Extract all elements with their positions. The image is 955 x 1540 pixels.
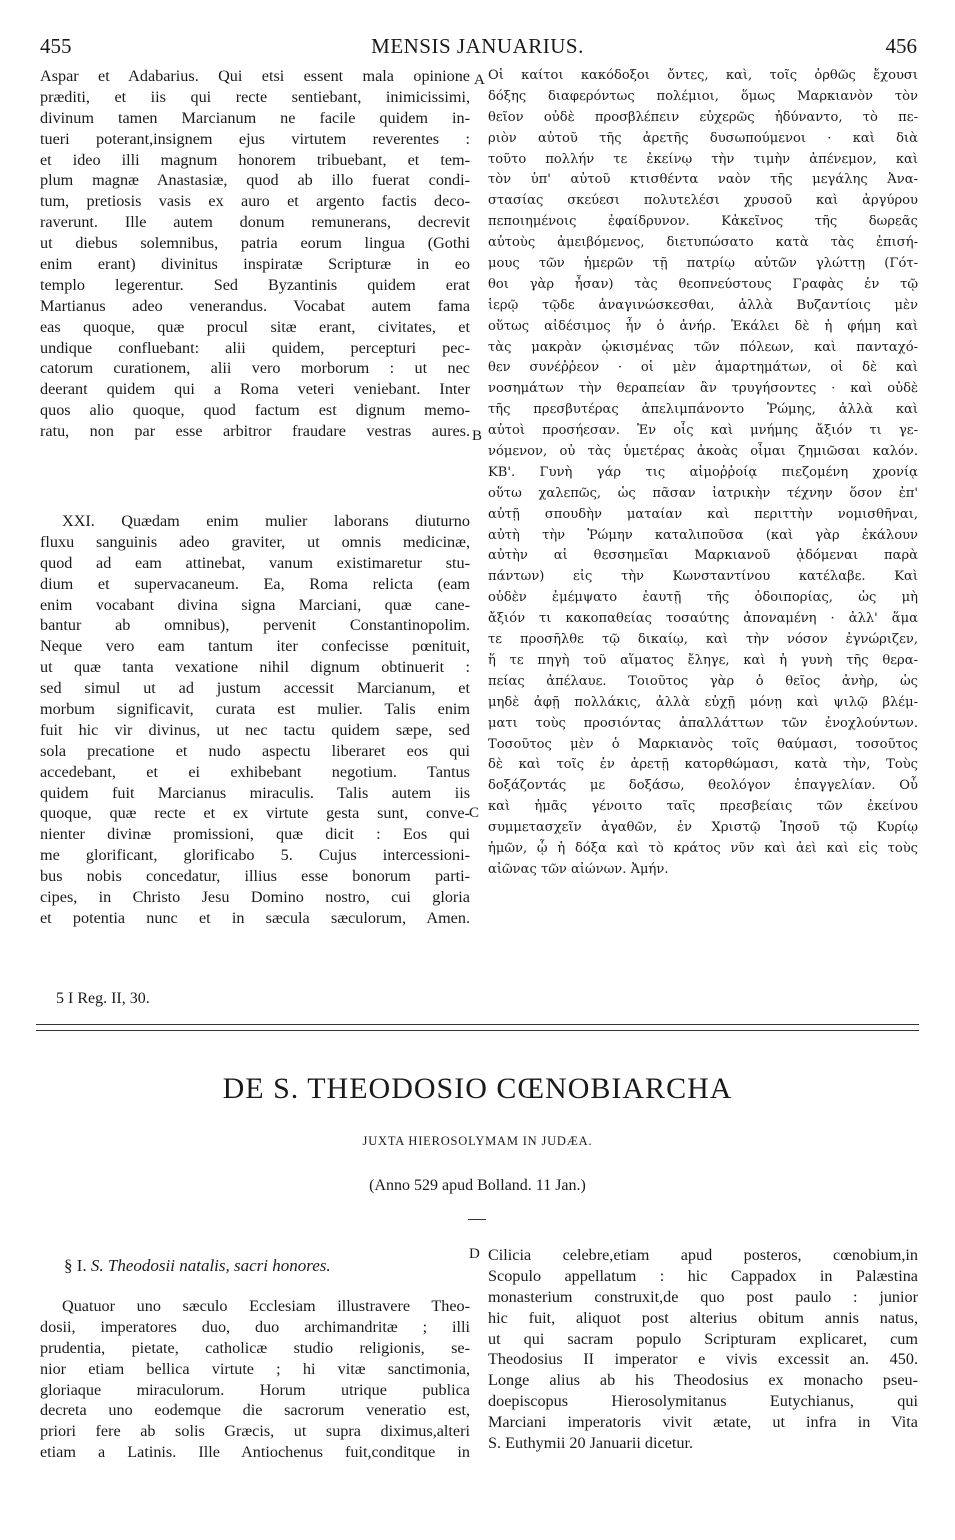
bottom-left-column	[40, 1296, 470, 1463]
latin-line: raverunt. Ille autem donum remunerans, decrevit	[40, 213, 470, 232]
latin-line: ut qui sacram populo Scripturam explicaret, cum	[488, 1329, 918, 1348]
latin-line: XXI. Quædam enim mulier laborans diuturno	[62, 512, 470, 530]
latin-line: nior etiam bellica virtute ; hi vitæ sanctimonia,	[40, 1359, 470, 1378]
greek-line: θοι γὰρ ἦσαν) τὰς θεοπνεύστους Γραφὰς ἐν τῷ	[488, 276, 918, 292]
greek-line: Τοσοῦτος μὲν ὁ Μαρκιανὸς τοῖς θαύμασι, τοσοῦτος	[488, 736, 918, 752]
latin-line: quos alio quoque, quod factum est dignum memo-	[40, 401, 470, 420]
latin-column-top	[40, 66, 470, 442]
latin-line: Neque vero eam tantum iter confecisse pœnituit,	[40, 637, 470, 656]
latin-line: Quatuor uno sæculo Ecclesiam illustravere Theo-	[62, 1297, 470, 1315]
greek-line: ματι τοὺς προσιόντας ἀπαλλάττων τῶν ἐνοχλούντων.	[488, 715, 918, 731]
latin-line: et ideo illi magnum honorem tribuebant, et tem-	[40, 150, 470, 169]
greek-line: μους τῶν ἡμερῶν τῇ πατρίῳ αὐτῶν γλώττῃ (Γότ-	[488, 256, 918, 272]
latin-line: Scopulo appellatum : hic Cappadox in Palæstina	[488, 1266, 918, 1285]
latin-line: me glorificant, glorificabo 5. Cujus intercessioni-	[40, 846, 470, 865]
greek-line: Οἱ καίτοι κακόδοξοι ὄντες, καὶ, τοῖς ὀρθῶς ἔχουσι	[488, 68, 918, 83]
bottom-right-column	[488, 1245, 918, 1454]
running-title: MENSIS JANUARIUS.	[371, 34, 584, 58]
latin-line: ratu, non par esse arbitror fraudare vestras aures.	[40, 422, 470, 441]
greek-line: αὐτὴν αἱ θεσσημεῖαι Μαρκιανοῦ ᾀδόμεναι παρὰ	[488, 548, 918, 564]
greek-line: δὲ καὶ τοῖς ἐν ἀρετῇ κατορθώμασι, κατὰ τὴν, Τοὺς	[488, 757, 918, 773]
latin-line: undique confluebant: alii quidem, percepturi pec-	[40, 338, 470, 357]
greek-line: δόξης διαφερόντως πολέμιοι, ὅμως Μαρκιανὸν τὸν	[488, 88, 918, 104]
margin-marker-c: C	[469, 805, 480, 821]
latin-line: accedebant, et ei exhibebant negotium. Tantus	[40, 762, 470, 781]
latin-line: ut quæ tanta vexatione nihil dignum obtinuerit :	[40, 658, 470, 677]
latin-line: monasterium construxit,de quo post paulo : junior	[488, 1287, 918, 1306]
greek-line: τὰς μακρὰν ᾠκισμένας τῶν πόλεων, καὶ πανταχό-	[488, 339, 918, 355]
latin-line: cipes, in Christo Jesu Domino nostro, cui gloria	[40, 888, 470, 907]
greek-line: νόμενον, οὐ τὰς ὑμετέρας ἀκοὰς οἶμαι ζημιῶσαι καλόν.	[488, 444, 918, 460]
latin-line: dosii, imperatores duo, duo archimandritæ ; illi	[40, 1317, 470, 1336]
latin-line: enim erant) divinitus inspiratæ Scripturæ in eo	[40, 255, 470, 274]
latin-line: fluxu sanguinis adeo graviter, ut omnis medicinæ,	[40, 532, 470, 551]
latin-line: bus nobis concedatur, illius esse bonorum parti-	[40, 867, 470, 886]
greek-line: νοσημάτων τὴν θεραπείαν ἂν τρυγήσοντες · καὶ οὐδὲ	[488, 381, 918, 397]
greek-line: οὕτω χαλεπῶς, ὡς πᾶσαν ἰατρικὴν τέχνην ὅσον ἐπ'	[488, 485, 918, 501]
greek-line: στασίας σκεύεσι πολυτελέσι χρυσοῦ καὶ ἀργύρου	[488, 193, 918, 209]
latin-line: prudentia, pietate, catholicæ studio religionis, se-	[40, 1338, 470, 1357]
greek-line: τοῦτο πολλήν τε ἐκείνῳ τὴν τιμὴν ἀπένεμον, καὶ	[488, 151, 918, 167]
left-page-number: 455	[40, 34, 72, 58]
latin-line: bantur ab omnibus), pervenit Constantinopolim.	[40, 616, 470, 635]
greek-line: πάντων) εἰς τὴν Κωνσταντίνου κατέλαβε. Καὶ	[488, 569, 918, 585]
section-title: DE S. THEODOSIO CŒNOBIARCHA	[222, 1072, 733, 1105]
latin-line: ut diebus solemnibus, patria eorum lingua (Gothi	[40, 234, 470, 253]
paragraph-mark: § I.	[64, 1256, 87, 1275]
latin-line: Aspar et Adabarius. Qui etsi essent mala opinione	[40, 67, 470, 85]
section-rule-top	[36, 1024, 919, 1025]
latin-line: doepiscopus Hierosolymitanus Eutychianus, qui	[488, 1392, 918, 1411]
greek-line: ΚΒ'. Γυνὴ γάρ τις αἱμοῤῥοίᾳ πιεζομένη χρονίᾳ	[488, 464, 918, 480]
latin-line: enim vocabant divina signa Marciani, quæ cane-	[40, 595, 470, 614]
latin-line: nienter divinæ promissioni, quæ dicit : Eos qui	[40, 825, 470, 844]
right-page-number: 456	[885, 34, 917, 58]
greek-line: ἥ τε πηγὴ τοῦ αἵματος ἔληγε, καὶ ἡ γυνὴ τῆς θερα-	[488, 652, 918, 668]
latin-line: tum, pretiosis vasis ex auro et argento factis deco-	[40, 192, 470, 211]
paragraph-heading-text: S. Theodosii natalis, sacri honores.	[90, 1256, 331, 1275]
greek-line: αὐτῇ σπουδὴν ματαίαν καὶ περιττὴν νομισθῆναι,	[488, 506, 918, 522]
latin-line: Cilicia celebre,etiam apud posteros, cœnobium,in	[488, 1246, 918, 1264]
latin-line: sola precatione et nudo aspectu liberaret eos qui	[40, 741, 470, 760]
greek-line: οὐδὲν ἐμέμψατο ἑαυτῇ τῆς ὁδοιπορίας, ὡς μὴ	[488, 590, 918, 606]
latin-line: deerant quidem qui a Roma veteri veniebant. Inter	[40, 380, 470, 399]
latin-line: Marciani imperatoris vivit ætate, ut infra in Vita	[488, 1413, 918, 1432]
latin-line: dium et supervacaneum. Ea, Roma relicta (eam	[40, 574, 470, 593]
latin-line: hic fuit, aliquot post alterius obitum annis natus,	[488, 1308, 918, 1327]
latin-line: catorum curationem, alii vero morborum : ut nec	[40, 359, 470, 378]
greek-line: θεῖον οὐδὲ προσβλέπειν εὐχερῶς ἠδύναντο, τὸ πε-	[488, 109, 918, 125]
greek-line: οὕτως αἰδέσιμος ἦν ὁ ἀνήρ. Ἐκάλει δὲ ἡ φήμη καὶ	[488, 318, 918, 334]
latin-line: etiam a Latinis. Ille Antiochenus fuit,conditque in	[40, 1443, 470, 1462]
running-header	[0, 34, 955, 62]
margin-marker-b: B	[472, 428, 483, 444]
latin-line: Martianus adeo venerandus. Vocabat autem fama	[40, 296, 470, 315]
greek-line: τῆς πρεσβυτέρας ἀπελιμπάνοντο Ῥώμης, ἀλλὰ καὶ	[488, 402, 918, 418]
latin-line: sed simul ut ad justum accessit Marcianum, et	[40, 679, 470, 698]
greek-line: καὶ ἡμᾶς γένοιτο ταῖς πρεσβείαις τῶν ἐκείνου	[488, 799, 918, 815]
latin-line: quod ad eam attinebat, vanum existimaretur stu-	[40, 553, 470, 572]
greek-line: δοξάζοντάς με δοξάσω, θεολόγον ἐπαγγελίαν. Οὗ	[488, 778, 918, 794]
section-divider	[468, 1219, 486, 1220]
latin-line: plum magnæ Anastasiæ, quod ab illo fuerat condi-	[40, 171, 470, 190]
section-year: (Anno 529 apud Bolland. 11 Jan.)	[369, 1177, 586, 1194]
latin-line: quoque, quæ recte et ex virtute gesta sunt, conve-	[40, 804, 470, 823]
greek-line: αἰῶνας τῶν αἰώνων. Ἀμήν.	[488, 861, 669, 877]
latin-line: eas quoque, quæ procul sitæ erant, civitates, et	[40, 317, 470, 336]
greek-line: πείας ἀπέλαυε. Τοιοῦτος γὰρ ὁ θεῖος ἀνὴρ, ὡς	[488, 673, 918, 689]
greek-line: ἱερῷ τῷδε ἀναγινώσκεσθαι, ἀλλὰ Βυζαντίοις μὲν	[488, 297, 918, 313]
greek-line: πεποιημένοις ἐφαίδρυνον. Κἀκεῖνος τῆς δωρεᾶς	[488, 214, 918, 230]
greek-line: ἄξιόν τι κακοπαθείας τοσαύτης ἀποναμένη · ἀλλ' ἅμα	[488, 611, 918, 627]
latin-line: Longe alius ab his Theodosius ex monacho pseu-	[488, 1371, 918, 1390]
margin-marker-a: A	[474, 72, 485, 88]
latin-line: S. Euthymii 20 Januarii dicetur.	[488, 1434, 694, 1453]
latin-column-xxi	[40, 511, 470, 929]
latin-line: decreta uno eodemque die sacrorum veneratio est,	[40, 1401, 470, 1420]
latin-line: et potentia nunc et in sæcula sæculorum, Amen.	[40, 908, 470, 927]
greek-line: μηδὲ ἀφῇ πολλάκις, ἀλλὰ εὐχῇ μόνῃ καὶ ψιλῷ βλέμ-	[488, 694, 918, 710]
latin-line: quidem fuit Marcianus miraculis. Talis autem iis	[40, 783, 470, 802]
latin-line: morbum significavit, curata est mulier. Talis enim	[40, 700, 470, 719]
latin-line: tueri poterant,insignem ejus virtutem reverentes :	[40, 129, 470, 148]
greek-line: ἡμῶν, ᾧ ἡ δόξα καὶ τὸ κράτος νῦν καὶ ἀεὶ καὶ εἰς τοὺς	[488, 840, 918, 856]
latin-line: Theodosius II imperator e vivis excessit an. 450.	[488, 1350, 918, 1369]
greek-line: αὐτοὶ προσήεσαν. Ἐν οἷς καὶ μνήμης ἄξιόν τι γε-	[488, 423, 918, 439]
greek-line: θεν συνέῤῥεον · οἱ μὲν ἁμαρτημάτων, οἱ δὲ καὶ	[488, 360, 918, 376]
greek-column	[488, 66, 918, 881]
margin-marker-d: D	[469, 1246, 480, 1262]
footnote: 5 I Reg. II, 30.	[56, 990, 150, 1007]
paragraph-heading	[64, 1256, 331, 1276]
latin-line: gloriaque miraculorum. Horum utrique publica	[40, 1380, 470, 1399]
greek-line: ριὸν αὐτοῦ τῆς ἀρετῆς δυσωπούμενοι · καὶ διὰ	[488, 130, 918, 146]
greek-line: αὐτοὺς ἀμειβόμενος, διετυπώσατο κατὰ τὰς ἐπισή-	[488, 235, 918, 251]
greek-line: τὸν ὑπ' αὐτοῦ κτισθέντα ναὸν τῆς μεγάλης Ἀνα-	[488, 172, 918, 188]
greek-line: τε προσῆλθε τῷ δικαίῳ, καὶ τὴν νόσον ἐγνώριζεν,	[488, 632, 918, 648]
section-rule-bottom	[36, 1030, 919, 1031]
latin-line: templo legerentur. Sed Byzantinis quidem erat	[40, 275, 470, 294]
latin-line: præditi, et iis qui recte sentiebant, inimicissimi,	[40, 87, 470, 106]
greek-line: συμμετασχεῖν ἀγαθῶν, ἐν Χριστῷ Ἰησοῦ τῷ Κυρίῳ	[488, 820, 918, 836]
latin-line: fuit hic vir divinus, ut nec tactu quidem sæpe, sed	[40, 720, 470, 739]
greek-line: αὐτὴ τὴν Ῥώμην καταλιποῦσα (καὶ γὰρ ἐκάλουν	[488, 527, 918, 543]
latin-line: divinum tamen Marcianum ne facile quidem in-	[40, 108, 470, 127]
section-subtitle: JUXTA HIEROSOLYMAM IN JUDÆA.	[362, 1134, 593, 1148]
latin-line: priori fere ab solis Græcis, ut supra diximus,alteri	[40, 1422, 470, 1441]
